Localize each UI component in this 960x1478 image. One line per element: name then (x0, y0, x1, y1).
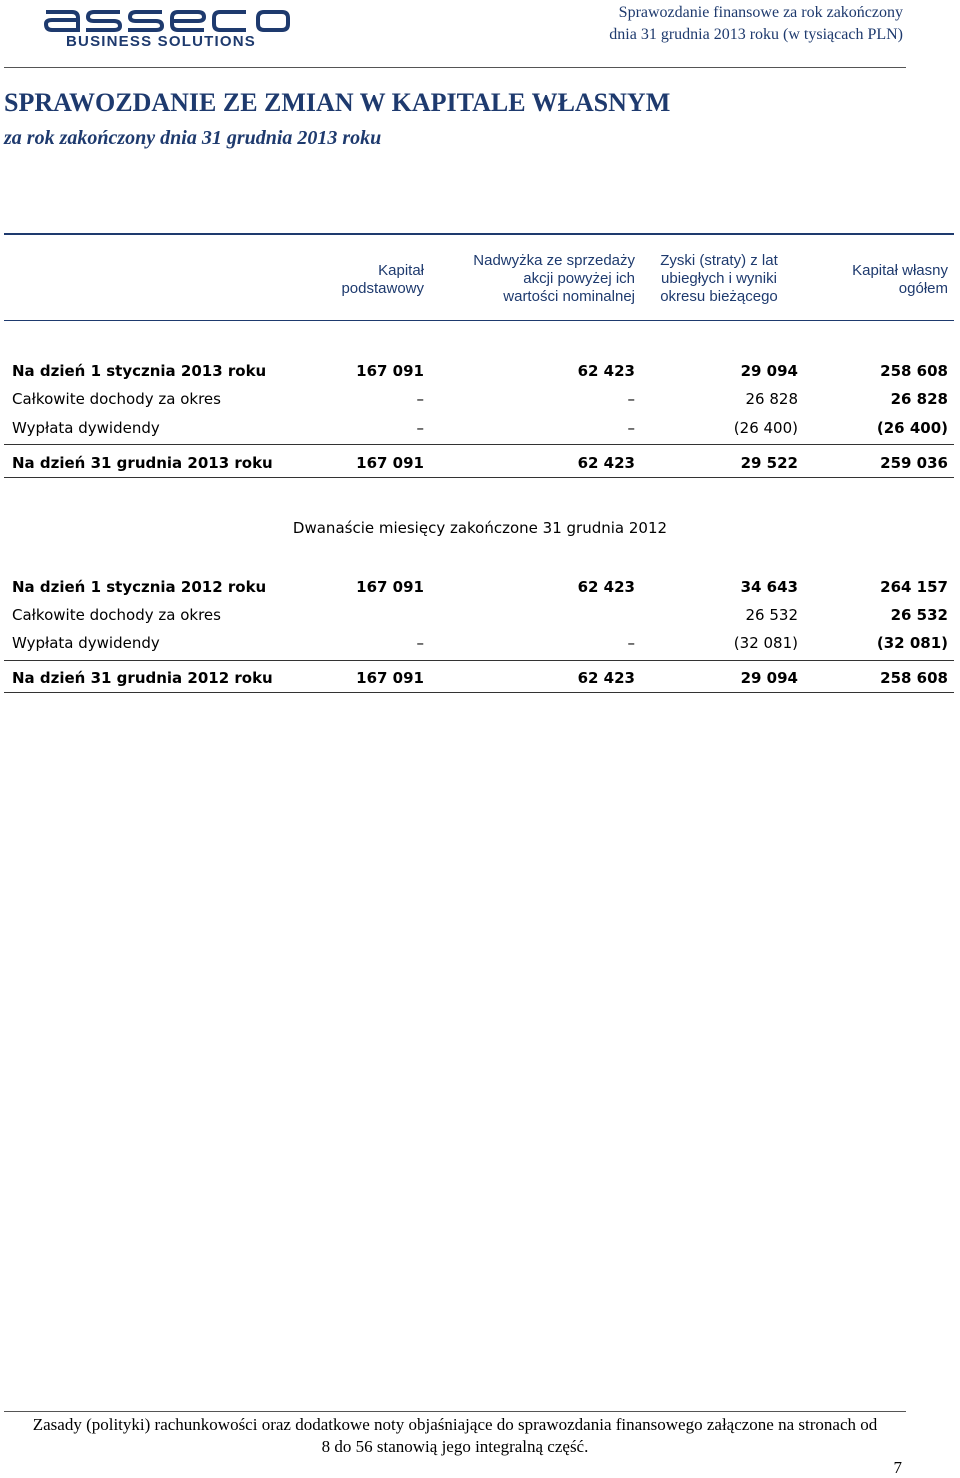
table-row (12, 576, 948, 598)
cell-share-capital: 167 091 (356, 669, 424, 687)
column-header-line: Kapitał własny (852, 262, 948, 279)
table-row (12, 388, 948, 410)
cell-share-capital: – (416, 419, 424, 437)
cell-share-premium: – (627, 419, 635, 437)
cell-retained-earnings: (32 081) (733, 634, 798, 652)
column-header-share-premium (430, 252, 635, 306)
section-title-2012: Dwanaście miesięcy zakończone 31 grudnia 2012 (292, 519, 668, 537)
cell-share-premium: 62 423 (577, 669, 635, 687)
cell-share-capital: 167 091 (356, 362, 424, 380)
table-header-rule (4, 320, 954, 321)
column-header-line: ogółem (898, 280, 948, 297)
subtotal-rule (4, 660, 954, 661)
cell-retained-earnings: 26 532 (745, 606, 798, 624)
cell-share-capital: 167 091 (356, 454, 424, 472)
document-header (609, 2, 903, 46)
footer-line-2: 8 do 56 stanowią jego integralną część. (321, 1437, 589, 1456)
cell-share-premium: – (627, 634, 635, 652)
row-label: Na dzień 1 stycznia 2013 roku (12, 362, 267, 380)
section-end-rule (4, 692, 954, 693)
cell-share-capital: – (416, 390, 424, 408)
cell-total-equity: (32 081) (876, 634, 948, 652)
row-label: Wypłata dywidendy (12, 634, 160, 652)
column-header-line: okresu bieżącego (660, 288, 778, 305)
subtotal-rule (4, 444, 954, 445)
column-header-retained-earnings (640, 252, 798, 306)
cell-total-equity: 26 828 (890, 390, 948, 408)
header-line-1: Sprawozdanie finansowe za rok zakończony (618, 4, 903, 21)
cell-total-equity: (26 400) (876, 419, 948, 437)
row-label: Całkowite dochody za okres (12, 390, 221, 408)
column-header-line: Nadwyżka ze sprzedaży (473, 252, 635, 269)
column-header-line: wartości nominalnej (503, 288, 635, 305)
page-subtitle: za rok zakończony dnia 31 grudnia 2013 roku (4, 127, 382, 149)
footer-note (4, 1414, 906, 1458)
logo-tagline: BUSINESS SOLUTIONS (66, 33, 256, 50)
cell-retained-earnings: 29 094 (740, 669, 798, 687)
cell-share-capital: – (416, 634, 424, 652)
table-row (12, 667, 948, 689)
cell-retained-earnings: (26 400) (733, 419, 798, 437)
column-header-line: Kapitał (378, 262, 424, 279)
header-line-2: dnia 31 grudnia 2013 roku (w tysiącach PLN) (609, 26, 903, 43)
row-label: Na dzień 31 grudnia 2013 roku (12, 454, 273, 472)
cell-total-equity: 264 157 (880, 578, 948, 596)
table-row (12, 417, 948, 439)
footer-divider (4, 1411, 906, 1412)
cell-total-equity: 258 608 (880, 669, 948, 687)
page-number: 7 (893, 1458, 902, 1477)
column-header-line: Zyski (straty) z lat (660, 252, 778, 269)
column-header-share-capital (310, 262, 424, 298)
cell-total-equity: 258 608 (880, 362, 948, 380)
table-row (12, 452, 948, 474)
footer-line-1: Zasady (polityki) rachunkowości oraz dodatkowe noty objaśniające do sprawozdania finansowego załączone na stronach od (32, 1415, 878, 1434)
header-divider (4, 67, 906, 68)
cell-total-equity: 259 036 (880, 454, 948, 472)
cell-retained-earnings: 29 522 (740, 454, 798, 472)
column-header-line: podstawowy (341, 280, 424, 297)
cell-retained-earnings: 34 643 (740, 578, 798, 596)
cell-share-capital: 167 091 (356, 578, 424, 596)
column-header-total-equity (800, 262, 948, 298)
row-label: Na dzień 31 grudnia 2012 roku (12, 669, 273, 687)
cell-share-premium: 62 423 (577, 578, 635, 596)
cell-share-premium: 62 423 (577, 362, 635, 380)
table-row (12, 360, 948, 382)
column-header-line: akcji powyżej ich (523, 270, 635, 287)
section-end-rule (4, 477, 954, 478)
cell-total-equity: 26 532 (890, 606, 948, 624)
table-top-rule (4, 233, 954, 235)
table-row (12, 632, 948, 654)
cell-retained-earnings: 29 094 (740, 362, 798, 380)
row-label: Na dzień 1 stycznia 2012 roku (12, 578, 267, 596)
cell-share-premium: – (627, 390, 635, 408)
page-title: SPRAWOZDANIE ZE ZMIAN W KAPITALE WŁASNYM (4, 88, 671, 117)
column-header-line: ubiegłych i wyniki (661, 270, 777, 287)
row-label: Całkowite dochody za okres (12, 606, 221, 624)
table-row (12, 604, 948, 626)
cell-share-premium: 62 423 (577, 454, 635, 472)
row-label: Wypłata dywidendy (12, 419, 160, 437)
cell-retained-earnings: 26 828 (745, 390, 798, 408)
